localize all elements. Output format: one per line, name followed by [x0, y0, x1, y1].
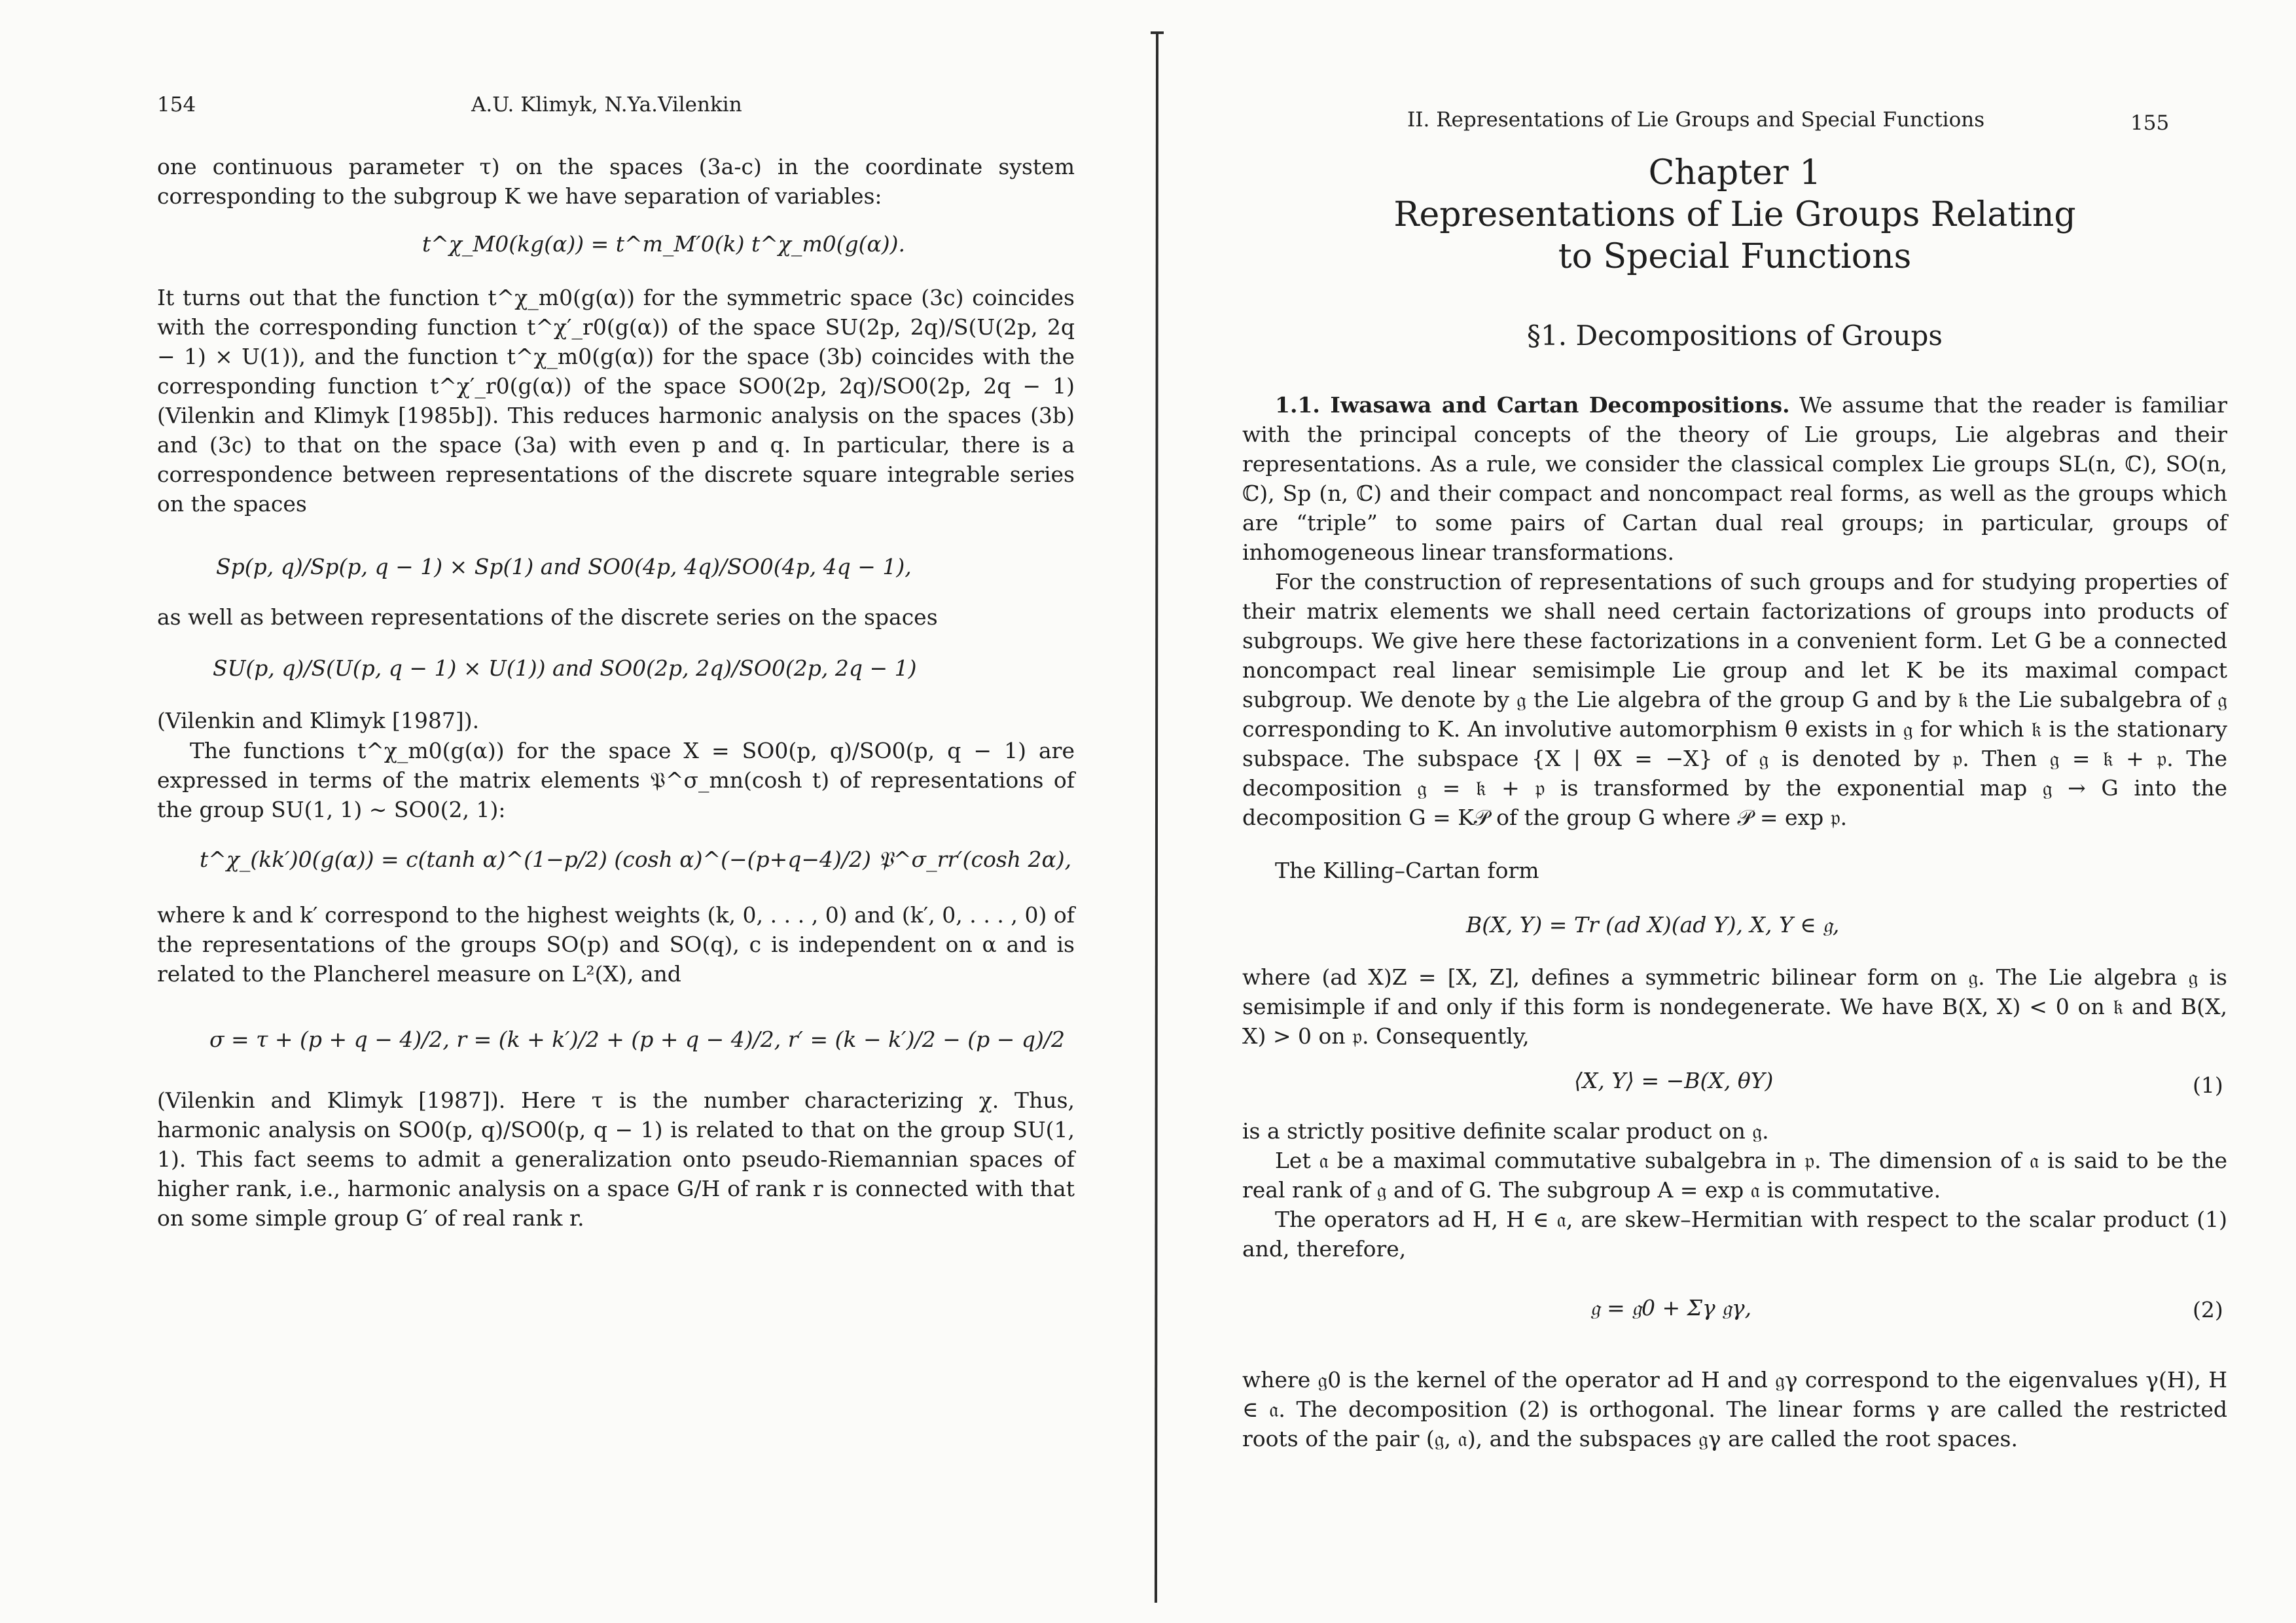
- paragraph: Let 𝔞 be a maximal commutative subalgebra in 𝔭. The dimension of 𝔞 is said to be the real rank of 𝔤 and of G. The subgroup A = exp 𝔞 is commutative.: [1242, 1148, 2227, 1203]
- subsection-heading: 1.1. Iwasawa and Cartan Decompositions.: [1275, 392, 1790, 418]
- paragraph: The functions t^χ_m0(g(α)) for the space X = SO0(p, q)/SO0(p, q − 1) are expressed in terms of the matrix elements 𝔓^σ_mn(cosh t) of representations of the group SU(1, 1) ∼ SO0(2, 1):: [157, 738, 1075, 822]
- chapter-title-line2: to Special Functions: [1558, 237, 1912, 276]
- equation: 𝔤 = 𝔤0 + Σγ 𝔤γ,: [1590, 1295, 1752, 1321]
- chapter-label: Chapter 1: [1648, 153, 1821, 192]
- paragraph: For the construction of representations of such groups and for studying properties of their matrix elements we shall need certain factorizations of groups into products of subgroups. We give here these factorizations in a convenient form. Let G be a connected noncompact real linear semisimple Lie group and let K be its maximal compact subgroup. We denote by 𝔤 the Lie algebra of the group G and by 𝔨 the Lie subalgebra of 𝔤 corresponding to K. An involutive automorphism θ exists in 𝔤 for which 𝔨 is the stationary subspace. The subspace {X | θX = −X} of 𝔤 is denoted by 𝔭. Then 𝔤 = 𝔨 + 𝔭. The decomposition 𝔤 = 𝔨 + 𝔭 is transformed by the exponential map 𝔤 → G into the decomposition G = K𝒫 of the group G where 𝒫 = exp 𝔭.: [1242, 569, 2227, 830]
- paragraph-text: We assume that the reader is familiar with the principal concepts of the theory of Lie groups, Lie algebras and their representations. As a rule, we consider the classical complex Lie groups SL(n, ℂ), SO(n, ℂ), Sp (n, ℂ) and their compact and noncompact real forms, as well as the groups which are “triple” to some pairs of Cartan dual real groups; in particular, groups of inhomogeneous linear transformations.: [1242, 392, 2227, 565]
- paragraph: where (ad X)Z = [X, Z], defines a symmetric bilinear form on 𝔤. The Lie algebra 𝔤 is semisimple if and only if this form is nondegenerate. We have B(X, X) < 0 on 𝔨 and B(X, X) > 0 on 𝔭. Consequently,: [1242, 964, 2227, 1049]
- paragraph: [1242, 390, 2227, 567]
- running-head: II. Representations of Lie Groups and Special Functions: [1407, 108, 1985, 132]
- paragraph: (Vilenkin and Klimyk [1987]). Here τ is the number characterizing χ. Thus, harmonic analysis on SO0(p, q)/SO0(p, q − 1) is related to that on the group SU(1, 1). This fact seems to admit a generalization onto pseudo-Riemannian spaces of higher rank, i.e., harmonic analysis on a space G/H of rank r is connected with that on some simple group G′ of real rank r.: [157, 1087, 1075, 1231]
- running-head: A.U. Klimyk, N.Ya.Vilenkin: [471, 93, 742, 117]
- paragraph: as well as between representations of the discrete series on the spaces: [157, 604, 938, 630]
- paragraph: where 𝔤0 is the kernel of the operator ad H and 𝔤γ correspond to the eigenvalues γ(H), H ∈ 𝔞. The decomposition (2) is orthogonal. The linear forms γ are called the restricted roots of the pair (𝔤, 𝔞), and the subspaces 𝔤γ are called the root spaces.: [1242, 1367, 2227, 1451]
- equation: t^χ_M0(kg(α)) = t^m_M′0(k) t^χ_m0(g(α)).: [422, 231, 906, 257]
- paragraph: where k and k′ correspond to the highest weights (k, 0, . . . , 0) and (k′, 0, . . . , 0) of the representations of the groups SO(p) and SO(q), c is independent on α and is related to the Plancherel measure on L²(X), and: [157, 902, 1075, 987]
- paragraph: The operators ad H, H ∈ 𝔞, are skew–Hermitian with respect to the scalar product (1) and, therefore,: [1242, 1207, 2227, 1262]
- right-page: [1165, 0, 2296, 1623]
- equation: Sp(p, q)/Sp(p, q − 1) × Sp(1) and SO0(4p, 4q)/SO0(4p, 4q − 1),: [216, 554, 912, 579]
- paragraph: (Vilenkin and Klimyk [1987]).: [157, 708, 480, 733]
- paragraph: The Killing–Cartan form: [1275, 858, 1539, 883]
- equation-number: (2): [2193, 1297, 2223, 1322]
- book-gutter: [1155, 31, 1158, 1603]
- equation: B(X, Y) = Tr (ad X)(ad Y), X, Y ∈ 𝔤,: [1466, 912, 1840, 938]
- page-number: 155: [2130, 111, 2170, 135]
- paragraph: one continuous parameter τ) on the spaces (3a-c) in the coordinate system corresponding to the subgroup K we have separation of variables:: [157, 154, 1075, 209]
- chapter-title-line1: Representations of Lie Groups Relating: [1393, 195, 2076, 234]
- paragraph: is a strictly positive definite scalar product on 𝔤.: [1242, 1118, 1769, 1144]
- equation-number: (1): [2193, 1072, 2223, 1098]
- equation: t^χ_(kk′)0(g(α)) = c(tanh α)^(1−p/2) (cosh α)^(−(p+q−4)/2) 𝔓^σ_rr′(cosh 2α),: [200, 847, 1072, 872]
- paragraph: It turns out that the function t^χ_m0(g(α)) for the symmetric space (3c) coincides with the corresponding function t^χ′_r0(g(α)) of the space SU(2p, 2q)/S(U(2p, 2q − 1) × U(1)), and the function t^χ_m0(g(α)) for the space (3b) coincides with the corresponding function t^χ′_r0(g(α)) of the space SO0(2p, 2q)/SO0(2p, 2q − 1) (Vilenkin and Klimyk [1985b]). This reduces harmonic analysis on the spaces (3b) and (3c) to that on the space (3a) with even p and q. In particular, there is a correspondence between representations of the discrete square integrable series on the spaces: [157, 285, 1075, 517]
- equation: SU(p, q)/S(U(p, q − 1) × U(1)) and SO0(2p, 2q)/SO0(2p, 2q − 1): [213, 655, 917, 681]
- equation: σ = τ + (p + q − 4)/2, r = (k + k′)/2 + (p + q − 4)/2, r′ = (k − k′)/2 − (p − q)/2: [209, 1027, 1065, 1052]
- equation: ⟨X, Y⟩ = −B(X, θY): [1574, 1068, 1774, 1093]
- section-title: §1. Decompositions of Groups: [1527, 319, 1943, 352]
- page-number: 154: [157, 93, 196, 117]
